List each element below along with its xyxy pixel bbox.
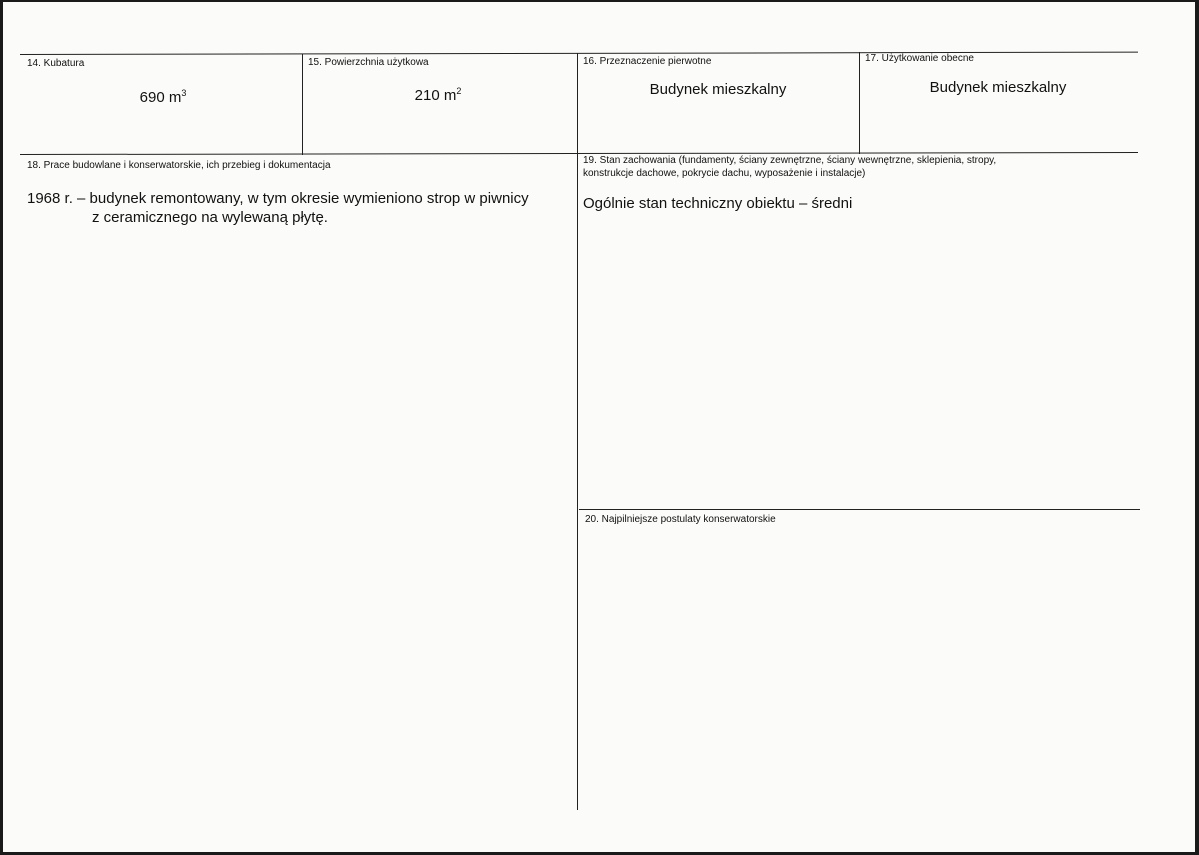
field-15-number: 210 m xyxy=(414,87,457,104)
field-14-value xyxy=(113,84,213,107)
rule-field-20 xyxy=(579,509,1140,510)
divider-15-16 xyxy=(577,53,578,810)
field-14-number: 690 m xyxy=(139,89,182,106)
field-15-label: 15. Powierzchnia użytkowa xyxy=(308,57,429,68)
field-18-label: 18. Prace budowlane i konserwatorskie, ich przebieg i dokumentacja xyxy=(27,160,331,171)
field-17-value: Budynek mieszkalny xyxy=(929,79,1067,96)
field-14-exponent: 3 xyxy=(181,88,187,98)
field-19-label-line-1: 19. Stan zachowania (fundamenty, ściany zewnętrzne, ściany wewnętrzne, sklepienia, stropy, xyxy=(583,155,997,166)
field-17-label: 17. Użytkowanie obecne xyxy=(865,53,974,64)
field-18-line-1: 1968 r. – budynek remontowany, w tym okresie wymieniono strop w piwnicy xyxy=(27,190,529,207)
form-sheet xyxy=(3,2,1195,852)
field-16-value: Budynek mieszkalny xyxy=(649,81,787,98)
field-19-value: Ogólnie stan techniczny obiektu – średni xyxy=(583,195,853,212)
field-20-label: 20. Najpilniejsze postulaty konserwatorskie xyxy=(585,514,776,525)
field-18-line-2: z ceramicznego na wylewaną płytę. xyxy=(92,209,328,226)
field-14-label: 14. Kubatura xyxy=(27,58,85,69)
field-16-label: 16. Przeznaczenie pierwotne xyxy=(583,56,712,67)
field-15-exponent: 2 xyxy=(456,86,462,96)
divider-16-17 xyxy=(859,52,860,154)
field-19-label-line-2: konstrukcje dachowe, pokrycie dachu, wyposażenie i instalacje) xyxy=(583,168,866,179)
field-15-value xyxy=(388,82,488,105)
divider-14-15 xyxy=(302,54,303,155)
